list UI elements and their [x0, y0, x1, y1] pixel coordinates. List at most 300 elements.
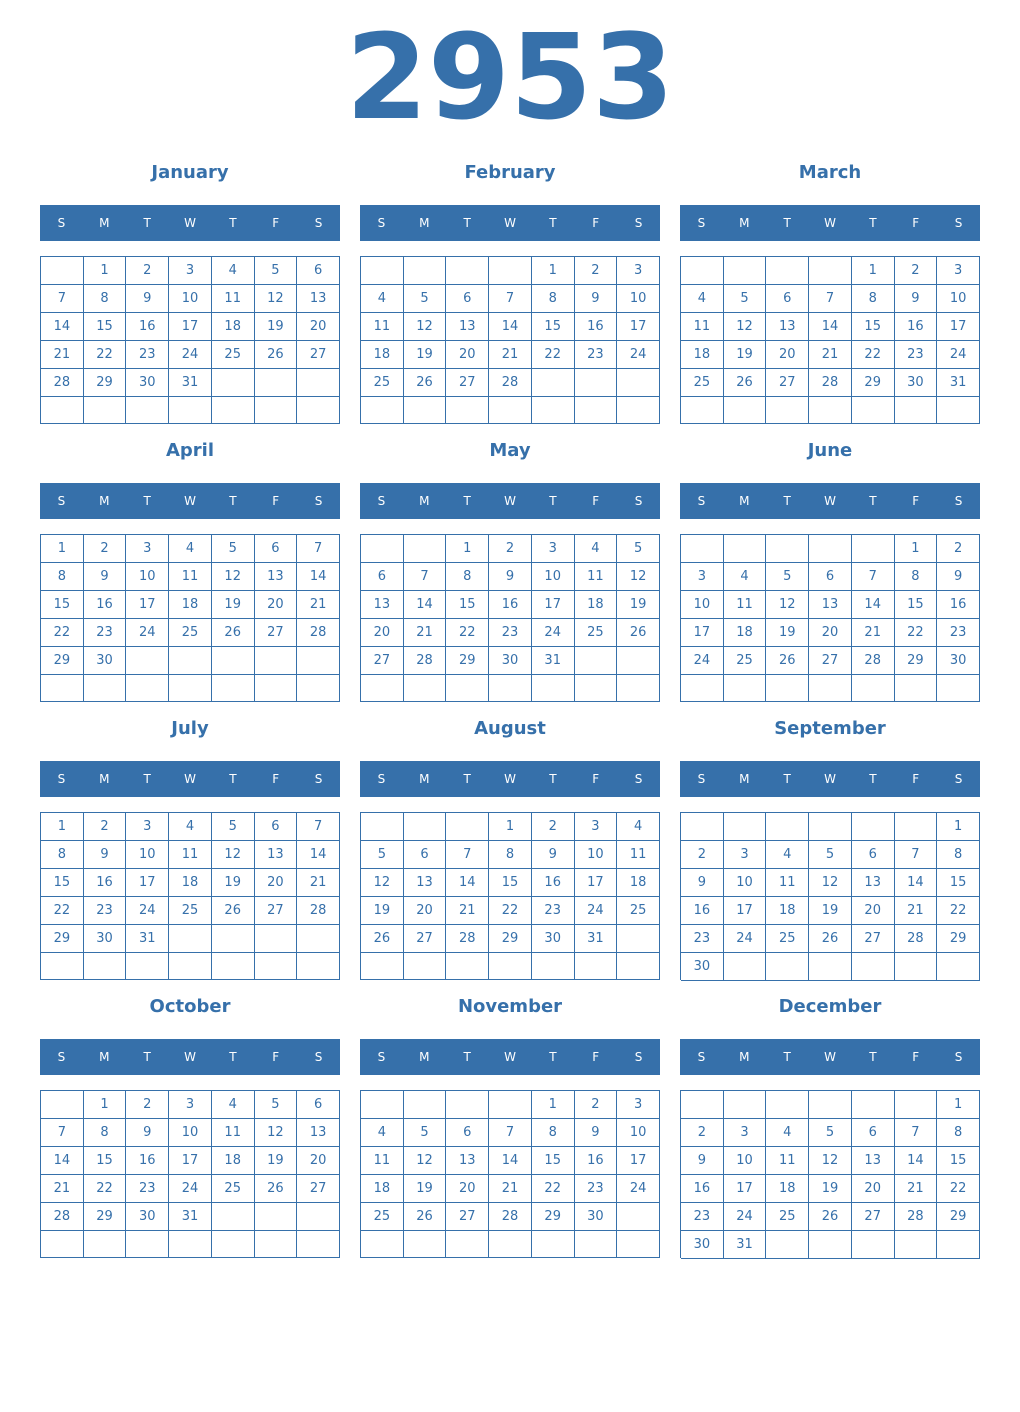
day-cell: 12: [404, 1147, 447, 1175]
empty-cell: [489, 675, 532, 702]
day-cell: 3: [724, 841, 767, 869]
day-cell: 20: [255, 869, 298, 897]
day-cell: 13: [297, 285, 340, 313]
empty-cell: [895, 675, 938, 702]
day-cell: 9: [126, 285, 169, 313]
day-cell: 5: [361, 841, 404, 869]
weekday-label: T: [783, 1050, 791, 1064]
day-cell: 9: [84, 563, 127, 591]
day-grid: [360, 1090, 660, 1258]
empty-cell: [809, 675, 852, 702]
day-cell: 27: [809, 647, 852, 675]
empty-cell: [361, 397, 404, 424]
day-cell: 21: [297, 591, 340, 619]
day-cell: 7: [446, 841, 489, 869]
month-name: January: [151, 162, 229, 183]
day-cell: 18: [766, 1175, 809, 1203]
empty-cell: [84, 1231, 127, 1258]
empty-cell: [852, 397, 895, 424]
day-cell: 19: [766, 619, 809, 647]
empty-cell: [809, 257, 852, 285]
day-cell: 30: [681, 1231, 724, 1259]
empty-cell: [126, 647, 169, 675]
day-cell: 28: [489, 1203, 532, 1231]
empty-cell: [255, 397, 298, 424]
weekday-label: T: [869, 216, 877, 230]
day-cell: 7: [852, 563, 895, 591]
weekday-label: S: [697, 216, 706, 230]
weekday-label: W: [184, 772, 196, 786]
day-cell: 26: [212, 897, 255, 925]
day-cell: 7: [41, 1119, 84, 1147]
empty-cell: [212, 953, 255, 980]
weekday-label: W: [824, 494, 836, 508]
day-cell: 3: [575, 813, 618, 841]
day-cell: 3: [532, 535, 575, 563]
day-cell: 11: [724, 591, 767, 619]
day-cell: 16: [84, 591, 127, 619]
day-cell: 26: [724, 369, 767, 397]
day-cell: 13: [404, 869, 447, 897]
empty-cell: [126, 397, 169, 424]
day-cell: 24: [617, 341, 660, 369]
weekday-label: F: [592, 772, 600, 786]
weekday-label: M: [99, 1050, 110, 1064]
weekday-label: M: [419, 216, 430, 230]
day-cell: 20: [404, 897, 447, 925]
weekday-label: W: [824, 216, 836, 230]
empty-cell: [361, 1091, 404, 1119]
day-cell: 21: [489, 341, 532, 369]
day-grid: [680, 812, 980, 980]
weekday-label: T: [783, 494, 791, 508]
weekday-label: S: [57, 216, 66, 230]
day-cell: 9: [895, 285, 938, 313]
day-cell: 19: [809, 1175, 852, 1203]
day-cell: 10: [126, 563, 169, 591]
empty-cell: [297, 369, 340, 397]
day-cell: 22: [84, 1175, 127, 1203]
day-cell: 20: [446, 341, 489, 369]
day-cell: 20: [766, 341, 809, 369]
day-cell: 30: [681, 953, 724, 981]
day-cell: 21: [41, 341, 84, 369]
day-cell: 20: [255, 591, 298, 619]
weekday-label: S: [697, 772, 706, 786]
day-cell: 10: [126, 841, 169, 869]
empty-cell: [681, 397, 724, 424]
day-cell: 20: [852, 1175, 895, 1203]
day-cell: 25: [169, 619, 212, 647]
empty-cell: [575, 369, 618, 397]
empty-cell: [361, 813, 404, 841]
day-cell: 31: [169, 369, 212, 397]
day-cell: 17: [575, 869, 618, 897]
day-cell: 5: [809, 841, 852, 869]
empty-cell: [41, 257, 84, 285]
day-cell: 14: [41, 1147, 84, 1175]
day-cell: 2: [126, 257, 169, 285]
empty-cell: [255, 925, 298, 953]
weekday-label: T: [229, 1050, 237, 1064]
day-cell: 26: [212, 619, 255, 647]
weekday-label: W: [504, 216, 516, 230]
day-cell: 22: [532, 1175, 575, 1203]
day-cell: 14: [895, 1147, 938, 1175]
day-cell: 28: [41, 1203, 84, 1231]
weekday-label: M: [99, 216, 110, 230]
empty-cell: [852, 675, 895, 702]
day-cell: 16: [575, 1147, 618, 1175]
day-cell: 21: [41, 1175, 84, 1203]
empty-cell: [895, 397, 938, 424]
day-cell: 15: [84, 1147, 127, 1175]
empty-cell: [617, 953, 660, 980]
weekday-label: T: [463, 772, 471, 786]
day-cell: 14: [809, 313, 852, 341]
empty-cell: [724, 257, 767, 285]
empty-cell: [895, 813, 938, 841]
empty-cell: [617, 1231, 660, 1258]
day-cell: 2: [126, 1091, 169, 1119]
day-cell: 26: [766, 647, 809, 675]
weekday-label: T: [229, 494, 237, 508]
empty-cell: [361, 535, 404, 563]
day-cell: 7: [489, 285, 532, 313]
day-cell: 14: [297, 563, 340, 591]
empty-cell: [446, 813, 489, 841]
weekday-label: T: [549, 1050, 557, 1064]
day-cell: 5: [766, 563, 809, 591]
day-cell: 16: [532, 869, 575, 897]
day-cell: 6: [766, 285, 809, 313]
day-cell: 13: [361, 591, 404, 619]
empty-cell: [532, 953, 575, 980]
weekday-label: F: [272, 494, 280, 508]
empty-cell: [126, 675, 169, 702]
day-cell: 21: [809, 341, 852, 369]
empty-cell: [404, 1231, 447, 1258]
day-cell: 11: [681, 313, 724, 341]
empty-cell: [297, 675, 340, 702]
day-cell: 7: [895, 1119, 938, 1147]
day-grid: [40, 256, 340, 424]
weekday-label: M: [739, 494, 750, 508]
day-cell: 12: [724, 313, 767, 341]
empty-cell: [532, 397, 575, 424]
day-cell: 12: [255, 285, 298, 313]
weekday-header: [360, 1039, 660, 1075]
day-cell: 5: [617, 535, 660, 563]
weekday-label: W: [184, 494, 196, 508]
day-cell: 29: [84, 369, 127, 397]
day-cell: 23: [895, 341, 938, 369]
day-cell: 25: [361, 369, 404, 397]
day-cell: 11: [212, 285, 255, 313]
day-cell: 16: [937, 591, 980, 619]
empty-cell: [681, 535, 724, 563]
day-cell: 23: [937, 619, 980, 647]
day-cell: 28: [809, 369, 852, 397]
day-cell: 18: [724, 619, 767, 647]
day-cell: 8: [937, 841, 980, 869]
weekday-label: S: [57, 494, 66, 508]
empty-cell: [446, 1231, 489, 1258]
month-name: February: [464, 162, 556, 183]
day-cell: 1: [84, 1091, 127, 1119]
weekday-label: S: [377, 494, 386, 508]
day-cell: 29: [41, 647, 84, 675]
empty-cell: [126, 953, 169, 980]
empty-cell: [852, 953, 895, 981]
empty-cell: [489, 1231, 532, 1258]
day-cell: 5: [212, 535, 255, 563]
weekday-header: [680, 205, 980, 241]
day-cell: 15: [84, 313, 127, 341]
day-cell: 29: [41, 925, 84, 953]
month-name: May: [489, 440, 531, 461]
weekday-label: W: [824, 1050, 836, 1064]
day-cell: 3: [681, 563, 724, 591]
empty-cell: [681, 813, 724, 841]
empty-cell: [617, 647, 660, 675]
empty-cell: [297, 1231, 340, 1258]
day-cell: 4: [766, 841, 809, 869]
day-cell: 25: [212, 1175, 255, 1203]
day-cell: 15: [852, 313, 895, 341]
day-cell: 18: [681, 341, 724, 369]
empty-cell: [575, 675, 618, 702]
weekday-header: [680, 483, 980, 519]
day-cell: 22: [852, 341, 895, 369]
day-cell: 8: [532, 1119, 575, 1147]
day-cell: 20: [809, 619, 852, 647]
day-cell: 2: [575, 257, 618, 285]
day-cell: 29: [895, 647, 938, 675]
day-cell: 6: [297, 1091, 340, 1119]
day-cell: 26: [617, 619, 660, 647]
day-cell: 14: [41, 313, 84, 341]
weekday-header: [360, 483, 660, 519]
weekday-label: M: [419, 494, 430, 508]
day-cell: 5: [724, 285, 767, 313]
day-cell: 3: [169, 257, 212, 285]
day-cell: 27: [852, 925, 895, 953]
day-cell: 19: [212, 869, 255, 897]
day-cell: 15: [937, 869, 980, 897]
day-cell: 14: [489, 1147, 532, 1175]
empty-cell: [809, 1091, 852, 1119]
day-cell: 3: [617, 257, 660, 285]
weekday-label: T: [143, 772, 151, 786]
weekday-label: T: [143, 1050, 151, 1064]
day-cell: 9: [126, 1119, 169, 1147]
day-cell: 16: [126, 313, 169, 341]
weekday-label: T: [463, 494, 471, 508]
day-cell: 23: [532, 897, 575, 925]
day-cell: 14: [297, 841, 340, 869]
empty-cell: [169, 925, 212, 953]
weekday-header: [40, 483, 340, 519]
empty-cell: [937, 397, 980, 424]
day-cell: 27: [446, 1203, 489, 1231]
day-cell: 22: [446, 619, 489, 647]
weekday-label: T: [549, 772, 557, 786]
day-cell: 16: [895, 313, 938, 341]
day-cell: 18: [212, 313, 255, 341]
empty-cell: [446, 257, 489, 285]
day-cell: 17: [126, 591, 169, 619]
day-cell: 27: [852, 1203, 895, 1231]
weekday-label: T: [143, 216, 151, 230]
day-cell: 4: [575, 535, 618, 563]
day-cell: 1: [895, 535, 938, 563]
day-cell: 9: [575, 285, 618, 313]
day-cell: 7: [404, 563, 447, 591]
day-cell: 11: [361, 313, 404, 341]
empty-cell: [724, 675, 767, 702]
day-cell: 10: [575, 841, 618, 869]
month-name: August: [474, 718, 546, 739]
day-cell: 23: [126, 341, 169, 369]
day-cell: 10: [724, 869, 767, 897]
day-cell: 29: [937, 1203, 980, 1231]
day-cell: 13: [297, 1119, 340, 1147]
empty-cell: [489, 397, 532, 424]
day-cell: 8: [937, 1119, 980, 1147]
day-cell: 21: [297, 869, 340, 897]
empty-cell: [809, 535, 852, 563]
weekday-label: S: [954, 1050, 963, 1064]
weekday-label: M: [99, 494, 110, 508]
weekday-label: F: [912, 772, 920, 786]
day-cell: 23: [84, 619, 127, 647]
empty-cell: [84, 675, 127, 702]
day-cell: 27: [361, 647, 404, 675]
weekday-label: T: [463, 1050, 471, 1064]
empty-cell: [489, 1091, 532, 1119]
day-cell: 5: [404, 1119, 447, 1147]
month-name: November: [457, 996, 563, 1017]
day-cell: 22: [84, 341, 127, 369]
day-cell: 10: [617, 285, 660, 313]
day-cell: 16: [84, 869, 127, 897]
day-cell: 25: [681, 369, 724, 397]
day-cell: 23: [575, 1175, 618, 1203]
weekday-label: S: [697, 494, 706, 508]
empty-cell: [809, 397, 852, 424]
day-cell: 6: [255, 813, 298, 841]
day-cell: 2: [937, 535, 980, 563]
day-cell: 19: [255, 1147, 298, 1175]
day-cell: 21: [446, 897, 489, 925]
weekday-label: S: [314, 1050, 323, 1064]
empty-cell: [895, 1231, 938, 1259]
weekday-label: T: [869, 494, 877, 508]
weekday-label: S: [634, 1050, 643, 1064]
empty-cell: [169, 953, 212, 980]
day-cell: 11: [361, 1147, 404, 1175]
day-cell: 27: [446, 369, 489, 397]
day-cell: 7: [297, 535, 340, 563]
day-cell: 21: [895, 1175, 938, 1203]
day-cell: 23: [489, 619, 532, 647]
day-cell: 13: [255, 563, 298, 591]
weekday-label: S: [377, 1050, 386, 1064]
day-cell: 17: [617, 313, 660, 341]
empty-cell: [84, 953, 127, 980]
weekday-label: F: [592, 1050, 600, 1064]
day-cell: 21: [852, 619, 895, 647]
day-cell: 5: [809, 1119, 852, 1147]
day-cell: 5: [255, 1091, 298, 1119]
day-cell: 20: [852, 897, 895, 925]
empty-cell: [212, 675, 255, 702]
day-cell: 18: [212, 1147, 255, 1175]
empty-cell: [766, 397, 809, 424]
month-name: March: [798, 162, 862, 183]
empty-cell: [766, 1231, 809, 1259]
day-grid: [360, 534, 660, 702]
day-cell: 19: [212, 591, 255, 619]
day-cell: 5: [255, 257, 298, 285]
empty-cell: [766, 675, 809, 702]
day-cell: 15: [41, 591, 84, 619]
day-cell: 25: [766, 1203, 809, 1231]
day-cell: 19: [809, 897, 852, 925]
day-cell: 18: [617, 869, 660, 897]
day-cell: 28: [41, 369, 84, 397]
empty-cell: [212, 1231, 255, 1258]
day-grid: [40, 1090, 340, 1258]
day-cell: 24: [617, 1175, 660, 1203]
day-cell: 11: [169, 563, 212, 591]
day-cell: 18: [361, 341, 404, 369]
day-cell: 24: [575, 897, 618, 925]
day-cell: 10: [617, 1119, 660, 1147]
day-cell: 24: [169, 341, 212, 369]
day-cell: 1: [852, 257, 895, 285]
weekday-label: S: [377, 772, 386, 786]
day-grid: [680, 256, 980, 424]
day-cell: 17: [169, 313, 212, 341]
day-cell: 30: [575, 1203, 618, 1231]
day-cell: 11: [766, 1147, 809, 1175]
weekday-label: S: [377, 216, 386, 230]
weekday-label: F: [912, 216, 920, 230]
day-cell: 4: [361, 285, 404, 313]
empty-cell: [255, 369, 298, 397]
empty-cell: [212, 397, 255, 424]
empty-cell: [404, 675, 447, 702]
empty-cell: [766, 953, 809, 981]
weekday-label: S: [314, 494, 323, 508]
day-cell: 6: [255, 535, 298, 563]
day-cell: 10: [937, 285, 980, 313]
empty-cell: [297, 397, 340, 424]
empty-cell: [617, 1203, 660, 1231]
day-cell: 2: [575, 1091, 618, 1119]
day-cell: 28: [895, 925, 938, 953]
empty-cell: [361, 953, 404, 980]
day-cell: 13: [446, 313, 489, 341]
day-cell: 8: [84, 285, 127, 313]
day-cell: 16: [575, 313, 618, 341]
weekday-label: W: [184, 216, 196, 230]
weekday-label: F: [912, 1050, 920, 1064]
day-cell: 5: [212, 813, 255, 841]
weekday-label: T: [783, 216, 791, 230]
